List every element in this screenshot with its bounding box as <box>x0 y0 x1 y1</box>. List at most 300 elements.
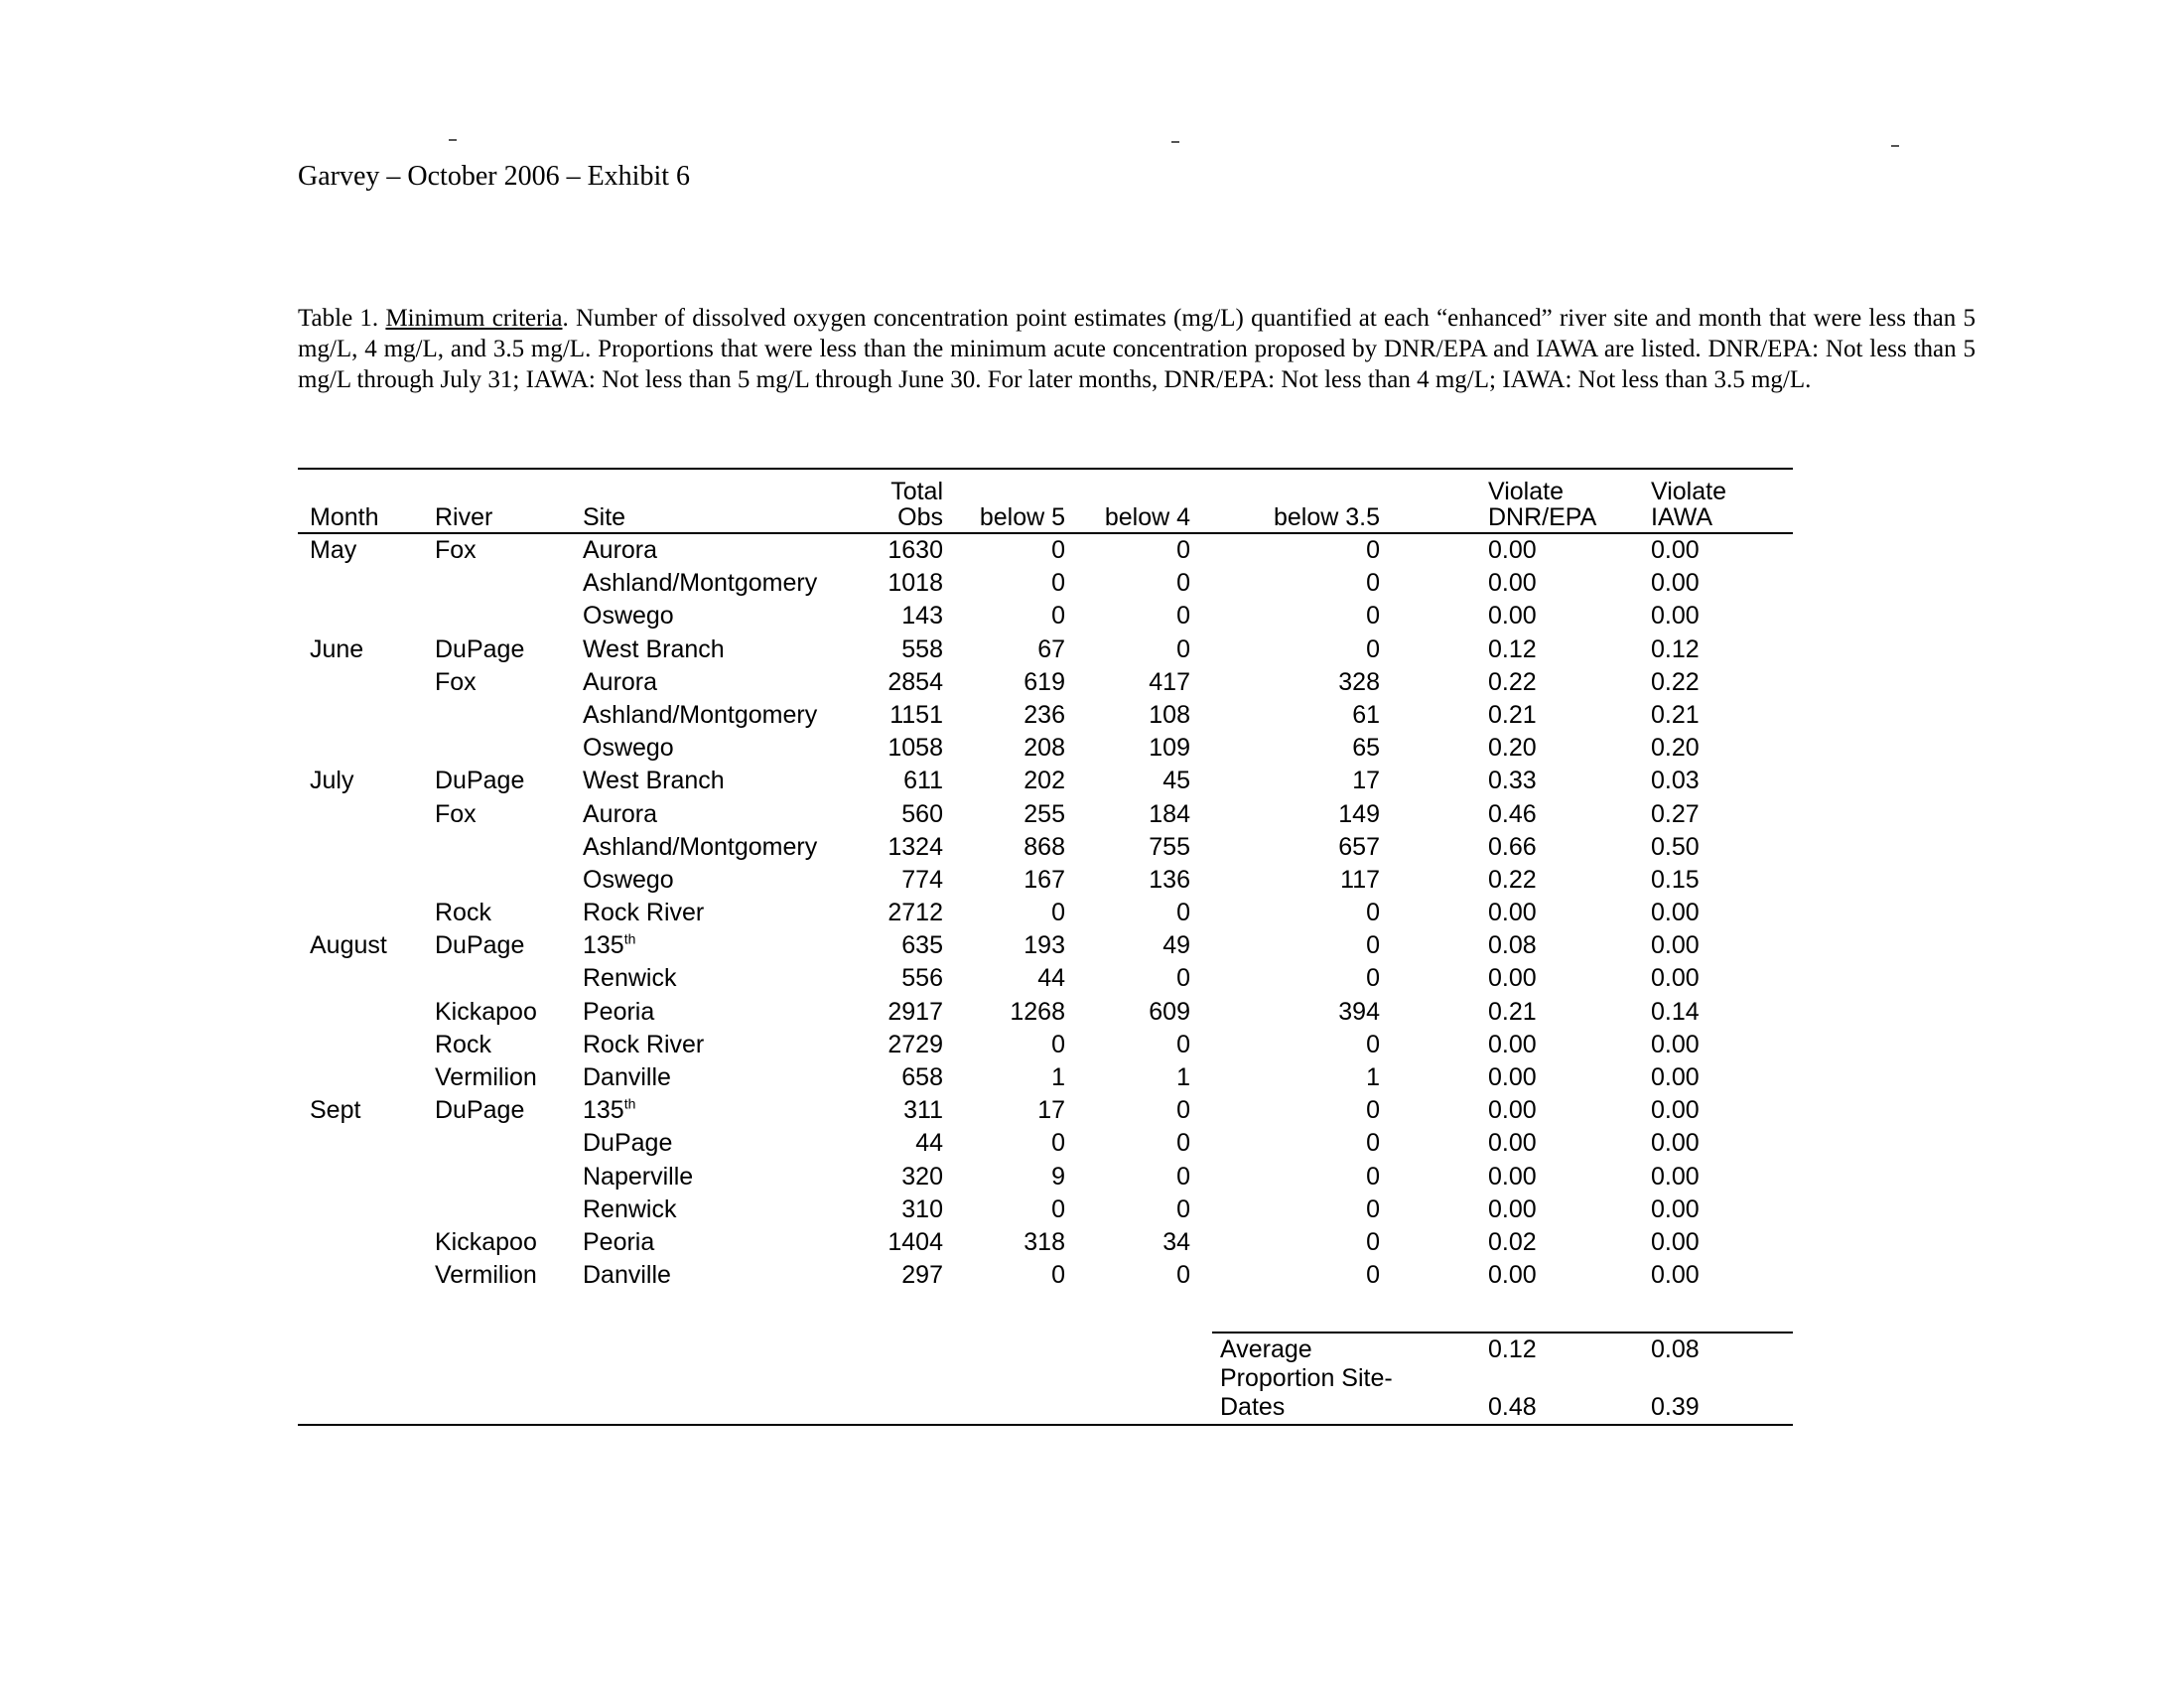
caption-label: Table 1. <box>298 305 379 332</box>
below-5-cell: 193 <box>1024 931 1065 960</box>
table-row <box>298 996 1793 1029</box>
below-3-5-cell: 0 <box>1366 634 1380 663</box>
below-4-cell: 0 <box>1176 964 1190 993</box>
below-4-cell: 0 <box>1176 1030 1190 1058</box>
site-cell <box>583 864 844 897</box>
below-3-5-cell: 0 <box>1366 1129 1380 1158</box>
column-header <box>1380 504 1480 530</box>
summary-row <box>1212 1364 1793 1393</box>
violate-dnr-epa-cell: 0.22 <box>1488 667 1537 696</box>
below-3-5-cell: 65 <box>1352 734 1380 763</box>
river-cell: DuPage <box>435 767 525 795</box>
column-header-top: Total <box>890 478 943 505</box>
site-name: Peoria <box>583 997 655 1026</box>
month-cell <box>298 1029 435 1061</box>
site-name: Rock River <box>583 899 705 927</box>
caption-text: . Number of dissolved oxygen concentration point estimates (mg/L) quantified at each “enhanced” river site and month that were less than 5 mg/L, 4 mg/L, and 3.5 mg/L. Proportions that were less than the minimum acute concentration proposed by DNR/EPA and IAWA are listed. DNR/EPA: Not less than 5 mg/L through July 31; IAWA: Not less than 5 mg/L through June 30. For later months, DNR/EPA: Not less than 4 mg/L; IAWA: Not less than 3.5 mg/L. <box>298 305 1976 393</box>
column-header-bottom: Month <box>310 503 379 531</box>
below-4-cell: 609 <box>1149 997 1190 1026</box>
table-row <box>298 1127 1793 1160</box>
table-row <box>298 831 1793 864</box>
violate-iawa-cell: 0.00 <box>1651 1030 1700 1058</box>
below-5-cell: 202 <box>1024 767 1065 795</box>
spacer-cell <box>1380 732 1480 765</box>
summary-iawa: 0.08 <box>1651 1335 1700 1363</box>
table-row <box>298 1161 1793 1193</box>
site-cell <box>583 1226 844 1259</box>
violate-iawa-cell: 0.00 <box>1651 899 1700 927</box>
column-header-top: Violate <box>1488 478 1564 505</box>
site-cell <box>583 534 844 567</box>
column-header <box>298 479 435 530</box>
summary-label: Dates <box>1220 1393 1286 1421</box>
violate-dnr-epa-cell: 0.00 <box>1488 1129 1537 1158</box>
table-row <box>298 666 1793 699</box>
below-5-cell: 0 <box>1051 1261 1065 1290</box>
site-name: Aurora <box>583 667 658 696</box>
violate-iawa-cell: 0.20 <box>1651 734 1700 763</box>
below-5-cell: 167 <box>1024 865 1065 894</box>
below-3-5-cell: 657 <box>1338 832 1380 861</box>
violate-dnr-epa-cell: 0.00 <box>1488 1261 1537 1290</box>
table-row <box>298 1226 1793 1259</box>
violate-dnr-epa-cell: 0.12 <box>1488 634 1537 663</box>
violate-dnr-epa-cell: 0.00 <box>1488 1194 1537 1223</box>
site-name: 135 <box>583 931 624 960</box>
site-cell <box>583 1061 844 1094</box>
below-3-5-cell: 117 <box>1340 865 1380 894</box>
month-cell <box>298 996 435 1029</box>
below-4-cell: 755 <box>1149 832 1190 861</box>
below-5-cell: 67 <box>1037 634 1065 663</box>
total-obs-cell: 1630 <box>887 536 943 564</box>
table-row <box>298 534 1793 567</box>
table-row <box>298 1193 1793 1226</box>
month-cell <box>298 1226 435 1259</box>
site-name: Rock River <box>583 1030 705 1058</box>
month-cell <box>298 897 435 929</box>
violate-iawa-cell: 0.00 <box>1651 1227 1700 1256</box>
summary-dnr-epa <box>1480 1364 1643 1393</box>
below-4-cell: 34 <box>1162 1227 1190 1256</box>
below-3-5-cell: 394 <box>1338 997 1380 1026</box>
site-name: West Branch <box>583 634 725 663</box>
violate-iawa-cell: 0.00 <box>1651 931 1700 960</box>
site-cell <box>583 765 844 797</box>
spacer-cell <box>1380 798 1480 831</box>
violate-iawa-cell: 0.27 <box>1651 799 1700 828</box>
total-obs-cell: 44 <box>915 1129 943 1158</box>
summary-label: Average <box>1220 1335 1312 1363</box>
below-5-cell: 0 <box>1051 1030 1065 1058</box>
river-cell: DuPage <box>435 1096 525 1125</box>
site-cell <box>583 699 844 732</box>
river-cell <box>435 699 583 732</box>
caption-title: Minimum criteria <box>385 305 563 332</box>
below-5-cell: 0 <box>1051 1194 1065 1223</box>
below-3-5-cell: 0 <box>1366 931 1380 960</box>
below-5-cell: 0 <box>1051 1129 1065 1158</box>
scan-mark <box>1891 145 1899 147</box>
total-obs-cell: 1404 <box>887 1227 943 1256</box>
spacer-cell <box>1380 1029 1480 1061</box>
spacer-cell <box>1380 897 1480 929</box>
site-cell <box>583 996 844 1029</box>
total-obs-cell: 635 <box>901 931 943 960</box>
violate-iawa-cell: 0.12 <box>1651 634 1700 663</box>
site-cell <box>583 1029 844 1061</box>
total-obs-cell: 2854 <box>887 667 943 696</box>
below-3-5-cell: 0 <box>1366 1261 1380 1290</box>
below-4-cell: 49 <box>1162 931 1190 960</box>
site-name: 135 <box>583 1096 624 1125</box>
site-name: Aurora <box>583 799 658 828</box>
violate-iawa-cell: 0.03 <box>1651 767 1700 795</box>
table-row <box>298 1029 1793 1061</box>
below-5-cell: 1 <box>1051 1063 1065 1091</box>
summary-label: Proportion Site- <box>1220 1364 1393 1392</box>
column-header-top <box>583 479 844 504</box>
column-header-top <box>1065 479 1190 504</box>
river-cell <box>435 1193 583 1226</box>
table-row <box>298 1259 1793 1292</box>
month-cell <box>298 1259 435 1292</box>
column-header <box>583 479 844 530</box>
river-cell <box>435 864 583 897</box>
column-header-bottom: below 4 <box>1104 503 1190 531</box>
river-cell: Fox <box>435 799 477 828</box>
site-cell <box>583 831 844 864</box>
below-5-cell: 236 <box>1024 700 1065 729</box>
month-cell <box>298 567 435 600</box>
violate-dnr-epa-cell: 0.00 <box>1488 536 1537 564</box>
violate-dnr-epa-cell: 0.08 <box>1488 931 1537 960</box>
river-cell: Kickapoo <box>435 1227 537 1256</box>
violate-iawa-cell: 0.00 <box>1651 1129 1700 1158</box>
spacer-cell <box>1380 666 1480 699</box>
violate-iawa-cell: 0.00 <box>1651 1261 1700 1290</box>
below-5-cell: 208 <box>1024 734 1065 763</box>
river-cell: Fox <box>435 667 477 696</box>
column-header-top <box>435 479 583 504</box>
below-3-5-cell: 0 <box>1366 964 1380 993</box>
month-cell <box>298 600 435 632</box>
total-obs-cell: 774 <box>901 865 943 894</box>
month-cell: June <box>310 634 364 663</box>
total-obs-cell: 658 <box>901 1063 943 1091</box>
river-cell: Vermilion <box>435 1261 537 1290</box>
table-header <box>298 471 1793 530</box>
column-header <box>1480 479 1643 530</box>
below-4-cell: 417 <box>1149 667 1190 696</box>
violate-iawa-cell: 0.00 <box>1651 569 1700 598</box>
below-4-cell: 0 <box>1176 1162 1190 1191</box>
month-cell <box>298 864 435 897</box>
column-header-top <box>1380 504 1480 530</box>
column-header-top <box>943 479 1065 504</box>
violate-iawa-cell: 0.00 <box>1651 602 1700 631</box>
column-header-bottom: IAWA <box>1651 503 1713 531</box>
column-header-bottom: River <box>435 503 493 531</box>
below-5-cell: 318 <box>1024 1227 1065 1256</box>
river-cell <box>435 567 583 600</box>
violate-iawa-cell: 0.50 <box>1651 832 1700 861</box>
violate-dnr-epa-cell: 0.00 <box>1488 964 1537 993</box>
total-obs-cell: 2729 <box>887 1030 943 1058</box>
below-4-cell: 108 <box>1149 700 1190 729</box>
site-cell <box>583 600 844 632</box>
column-header <box>1643 479 1792 530</box>
document-header: Garvey – October 2006 – Exhibit 6 <box>298 161 691 192</box>
column-header-bottom: DNR/EPA <box>1488 503 1597 531</box>
violate-dnr-epa-cell: 0.46 <box>1488 799 1537 828</box>
spacer-cell <box>1380 831 1480 864</box>
below-4-cell: 0 <box>1176 536 1190 564</box>
summary-row <box>1212 1393 1793 1422</box>
site-name: Danville <box>583 1261 671 1290</box>
spacer-cell <box>1380 996 1480 1029</box>
spacer-cell <box>1380 1226 1480 1259</box>
below-3-5-cell: 0 <box>1366 1227 1380 1256</box>
column-header <box>1190 479 1380 530</box>
table-body <box>298 534 1793 1292</box>
below-5-cell: 0 <box>1051 536 1065 564</box>
site-name: DuPage <box>583 1129 673 1158</box>
total-obs-cell: 560 <box>901 799 943 828</box>
table-row <box>298 864 1793 897</box>
below-5-cell: 9 <box>1051 1162 1065 1191</box>
column-header-top <box>310 479 435 504</box>
total-obs-cell: 1018 <box>887 569 943 598</box>
table-caption <box>298 303 1976 395</box>
below-5-cell: 619 <box>1024 667 1065 696</box>
total-obs-cell: 311 <box>903 1096 943 1125</box>
month-cell <box>298 831 435 864</box>
below-4-cell: 136 <box>1149 865 1190 894</box>
violate-iawa-cell: 0.15 <box>1651 865 1700 894</box>
spacer-cell <box>1380 600 1480 632</box>
violate-dnr-epa-cell: 0.21 <box>1488 997 1537 1026</box>
summary-dnr-epa: 0.12 <box>1488 1335 1537 1363</box>
below-5-cell: 0 <box>1051 602 1065 631</box>
total-obs-cell: 320 <box>901 1162 943 1191</box>
total-obs-cell: 2917 <box>887 997 943 1026</box>
river-cell: Rock <box>435 899 491 927</box>
column-header-top: Violate <box>1651 478 1726 505</box>
river-cell <box>435 962 583 995</box>
column-header <box>1065 479 1190 530</box>
violate-dnr-epa-cell: 0.21 <box>1488 700 1537 729</box>
table-row <box>298 567 1793 600</box>
table-bottom-rule <box>298 1424 1793 1426</box>
total-obs-cell: 310 <box>901 1194 943 1223</box>
violate-iawa-cell: 0.22 <box>1651 667 1700 696</box>
below-3-5-cell: 0 <box>1366 569 1380 598</box>
site-name: Danville <box>583 1063 671 1091</box>
river-cell <box>435 1161 583 1193</box>
below-3-5-cell: 17 <box>1352 767 1380 795</box>
site-suffix: th <box>623 1095 636 1112</box>
violate-dnr-epa-cell: 0.00 <box>1488 569 1537 598</box>
spacer-cell <box>1380 1061 1480 1094</box>
below-3-5-cell: 0 <box>1366 602 1380 631</box>
scan-mark <box>449 139 457 141</box>
spacer-cell <box>1380 567 1480 600</box>
below-3-5-cell: 149 <box>1338 799 1380 828</box>
site-name: Oswego <box>583 865 674 894</box>
below-4-cell: 0 <box>1176 602 1190 631</box>
site-cell <box>583 1094 844 1127</box>
below-5-cell: 0 <box>1051 899 1065 927</box>
below-5-cell: 868 <box>1024 832 1065 861</box>
table-row <box>298 765 1793 797</box>
table-row <box>298 600 1793 632</box>
site-cell <box>583 732 844 765</box>
table-row <box>298 699 1793 732</box>
site-cell <box>583 1259 844 1292</box>
below-3-5-cell: 0 <box>1366 1194 1380 1223</box>
below-4-cell: 45 <box>1162 767 1190 795</box>
spacer-cell <box>1380 1094 1480 1127</box>
below-3-5-cell: 0 <box>1366 1096 1380 1125</box>
site-name: West Branch <box>583 767 725 795</box>
month-cell <box>298 1127 435 1160</box>
month-cell <box>298 732 435 765</box>
river-cell: Rock <box>435 1030 491 1058</box>
site-cell <box>583 798 844 831</box>
violate-dnr-epa-cell: 0.22 <box>1488 865 1537 894</box>
below-3-5-cell: 0 <box>1366 1162 1380 1191</box>
total-obs-cell: 611 <box>903 767 943 795</box>
site-name: Oswego <box>583 602 674 631</box>
month-cell <box>298 1193 435 1226</box>
data-table <box>298 471 1793 1292</box>
river-cell: DuPage <box>435 634 525 663</box>
total-obs-cell: 1151 <box>889 700 943 729</box>
month-cell <box>298 798 435 831</box>
site-cell <box>583 567 844 600</box>
below-4-cell: 0 <box>1176 1194 1190 1223</box>
site-cell <box>583 1127 844 1160</box>
spacer-cell <box>1380 1259 1480 1292</box>
total-obs-cell: 143 <box>901 602 943 631</box>
violate-iawa-cell: 0.00 <box>1651 1194 1700 1223</box>
column-header <box>844 479 943 530</box>
summary-top-rule <box>1212 1332 1793 1333</box>
site-name: Renwick <box>583 964 677 993</box>
river-cell: Vermilion <box>435 1063 537 1091</box>
site-cell <box>583 897 844 929</box>
violate-dnr-epa-cell: 0.20 <box>1488 734 1537 763</box>
site-cell <box>583 929 844 962</box>
violate-iawa-cell: 0.00 <box>1651 964 1700 993</box>
table-row <box>298 1061 1793 1094</box>
site-name: Ashland/Montgomery <box>583 569 818 598</box>
below-4-cell: 1 <box>1176 1063 1190 1091</box>
below-4-cell: 0 <box>1176 569 1190 598</box>
site-name: Renwick <box>583 1194 677 1223</box>
below-4-cell: 0 <box>1176 1261 1190 1290</box>
spacer-cell <box>1380 962 1480 995</box>
table-row <box>298 929 1793 962</box>
table-row <box>298 732 1793 765</box>
below-5-cell: 255 <box>1024 799 1065 828</box>
total-obs-cell: 1324 <box>887 832 943 861</box>
column-header <box>435 479 583 530</box>
violate-dnr-epa-cell: 0.00 <box>1488 1096 1537 1125</box>
below-3-5-cell: 0 <box>1366 536 1380 564</box>
below-3-5-cell: 328 <box>1338 667 1380 696</box>
below-5-cell: 44 <box>1037 964 1065 993</box>
river-cell <box>435 600 583 632</box>
river-cell <box>435 732 583 765</box>
spacer-cell <box>1380 929 1480 962</box>
site-name: Ashland/Montgomery <box>583 700 818 729</box>
month-cell <box>298 962 435 995</box>
below-3-5-cell: 61 <box>1352 700 1380 729</box>
month-cell <box>298 1161 435 1193</box>
column-header <box>943 479 1065 530</box>
column-header-bottom: Obs <box>897 503 943 531</box>
site-cell <box>583 1193 844 1226</box>
violate-dnr-epa-cell: 0.66 <box>1488 832 1537 861</box>
violate-dnr-epa-cell: 0.00 <box>1488 1030 1537 1058</box>
month-cell: May <box>310 536 357 564</box>
violate-dnr-epa-cell: 0.00 <box>1488 899 1537 927</box>
table-row <box>298 1094 1793 1127</box>
river-cell <box>435 831 583 864</box>
month-cell: July <box>310 767 354 795</box>
site-cell <box>583 962 844 995</box>
total-obs-cell: 1058 <box>887 734 943 763</box>
spacer-cell <box>1380 1161 1480 1193</box>
scan-mark <box>1171 141 1179 143</box>
column-header-bottom: below 3.5 <box>1273 503 1380 531</box>
spacer-cell <box>1380 1193 1480 1226</box>
summary-dnr-epa: 0.48 <box>1488 1393 1537 1421</box>
below-4-cell: 109 <box>1149 734 1190 763</box>
table-row <box>298 897 1793 929</box>
below-3-5-cell: 1 <box>1366 1063 1380 1091</box>
site-cell <box>583 1161 844 1193</box>
violate-dnr-epa-cell: 0.00 <box>1488 602 1537 631</box>
violate-iawa-cell: 0.14 <box>1651 997 1700 1026</box>
river-cell: Kickapoo <box>435 997 537 1026</box>
month-cell: August <box>310 931 387 960</box>
spacer-cell <box>1380 1127 1480 1160</box>
month-cell: Sept <box>310 1096 361 1125</box>
spacer-cell <box>1380 699 1480 732</box>
site-cell <box>583 633 844 666</box>
violate-dnr-epa-cell: 0.00 <box>1488 1063 1537 1091</box>
violate-dnr-epa-cell: 0.02 <box>1488 1227 1537 1256</box>
river-cell: Fox <box>435 536 477 564</box>
spacer-cell <box>1380 765 1480 797</box>
month-cell <box>298 699 435 732</box>
column-header-bottom: Site <box>583 503 626 531</box>
total-obs-cell: 556 <box>901 964 943 993</box>
below-4-cell: 0 <box>1176 899 1190 927</box>
below-4-cell: 184 <box>1149 799 1190 828</box>
spacer-cell <box>1380 864 1480 897</box>
violate-iawa-cell: 0.21 <box>1651 700 1700 729</box>
total-obs-cell: 558 <box>901 634 943 663</box>
below-4-cell: 0 <box>1176 1129 1190 1158</box>
month-cell <box>298 1061 435 1094</box>
site-name: Aurora <box>583 536 658 564</box>
violate-dnr-epa-cell: 0.00 <box>1488 1162 1537 1191</box>
site-name: Peoria <box>583 1227 655 1256</box>
